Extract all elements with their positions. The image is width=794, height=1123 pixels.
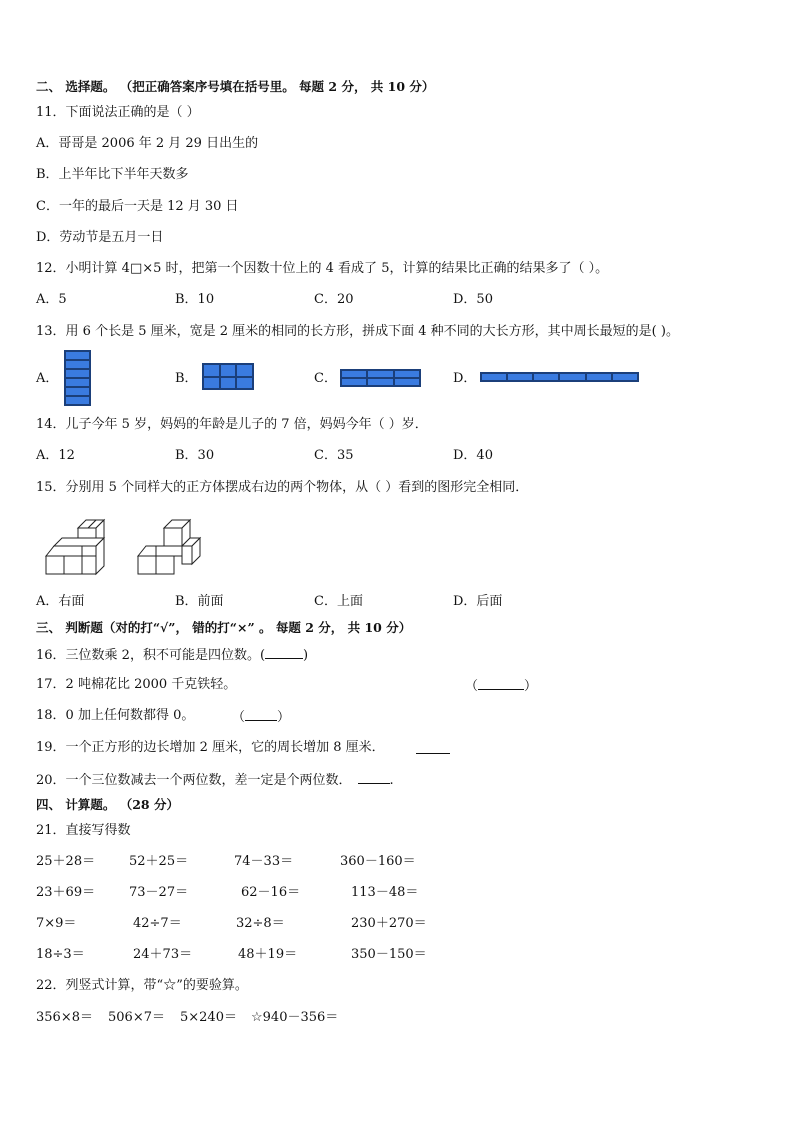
calc-item: 113－48＝	[351, 885, 419, 900]
question-18-close-paren: ）	[277, 710, 291, 725]
cube-stack-figure-right	[134, 515, 214, 577]
question-19-answer-blank[interactable]	[416, 741, 450, 754]
question-17-close-paren: ）	[524, 679, 538, 694]
question-18-open-paren: （	[232, 710, 246, 725]
cube-stack-figure-left	[40, 515, 120, 577]
question-14-option-b: B．30	[175, 448, 215, 463]
question-12-option-a: A．5	[36, 292, 67, 307]
question-13-option-c: C．	[314, 371, 337, 386]
calc-item: 32÷8＝	[236, 916, 285, 931]
question-14-option-a: A．12	[36, 448, 75, 463]
question-19-stem: 19．一个正方形的边长增加 2 厘米，它的周长增加 8 厘米．	[36, 740, 385, 755]
question-11-stem: 11．下面说法正确的是（ ）	[36, 105, 200, 120]
calc-item: 350－150＝	[351, 947, 427, 962]
calc-item: 7×9＝	[36, 916, 77, 931]
calc-item: 25＋28＝	[36, 854, 96, 869]
question-16-stem: 16．三位数乘 2，积不可能是四位数。(	[36, 648, 266, 663]
question-15-option-c: C．上面	[314, 594, 363, 609]
question-15-option-b: B．前面	[175, 594, 224, 609]
question-22-stem: 22．列竖式计算，带“☆”的要验算。	[36, 978, 248, 993]
question-16	[36, 646, 308, 664]
question-17-stem: 17．2 吨棉花比 2000 千克铁轻。	[36, 677, 237, 692]
question-11-option-d: D．劳动节是五月一日	[36, 230, 164, 245]
question-11-option-b: B．上半年比下半年天数多	[36, 167, 189, 182]
question-13-option-a: A．	[36, 371, 59, 386]
calc-item: 42÷7＝	[133, 916, 182, 931]
calc-item: 506×7＝	[108, 1010, 165, 1025]
question-13-option-b: B．	[175, 371, 198, 386]
question-18-answer	[232, 708, 290, 726]
question-14-stem: 14．儿子今年 5 岁，妈妈的年龄是儿子的 7 倍，妈妈今年（ ）岁．	[36, 417, 428, 432]
question-14-option-c: C．35	[314, 448, 354, 463]
section-2-heading: 二、 选择题。 （把正确答案序号填在括号里。 每题 2 分， 共 10 分）	[36, 79, 435, 94]
calc-item: 24＋73＝	[133, 947, 193, 962]
calc-item: 23＋69＝	[36, 885, 96, 900]
question-20	[36, 771, 394, 789]
question-15-stem: 15．分别用 5 个同样大的正方体摆成右边的两个物体，从（ ）看到的图形完全相同．	[36, 480, 529, 495]
question-12-option-c: C．20	[314, 292, 354, 307]
rectangle-d-figure	[480, 372, 639, 382]
question-18-stem: 18．0 加上任何数都得 0。	[36, 708, 195, 723]
calc-item: 360－160＝	[340, 854, 416, 869]
question-15-option-d: D．后面	[453, 594, 503, 609]
question-17-answer-blank[interactable]	[478, 677, 524, 690]
question-11-option-a: A．哥哥是 2006 年 2 月 29 日出生的	[36, 136, 259, 151]
rectangle-b-figure	[202, 363, 254, 390]
section-4-heading: 四、 计算题。 （28 分）	[36, 797, 179, 812]
rectangle-c-figure	[340, 369, 421, 387]
calc-item: 48＋19＝	[238, 947, 298, 962]
question-18-answer-blank[interactable]	[245, 708, 277, 721]
calc-item: ☆940－356＝	[251, 1010, 339, 1025]
question-17-open-paren: （	[465, 679, 479, 694]
question-21-stem: 21．直接写得数	[36, 823, 131, 838]
calc-item: 73－27＝	[129, 885, 189, 900]
question-14-option-d: D．40	[453, 448, 493, 463]
question-12-stem: 12．小明计算 4□×5 时，把第一个因数十位上的 4 看成了 5，计算的结果比正确的结果多了（ ）。	[36, 261, 609, 276]
question-16-answer-blank[interactable]	[265, 646, 303, 659]
question-15-option-a: A．右面	[36, 594, 85, 609]
question-12-option-b: B．10	[175, 292, 215, 307]
question-13-option-d: D．	[453, 371, 477, 386]
calc-item: 230＋270＝	[351, 916, 427, 931]
calc-item: 5×240＝	[180, 1010, 237, 1025]
calc-item: 18÷3＝	[36, 947, 85, 962]
question-20-end-mark: .	[389, 773, 394, 788]
calc-item: 356×8＝	[36, 1010, 93, 1025]
question-20-stem: 20．一个三位数减去一个两位数，差一定是个两位数．	[36, 773, 352, 788]
question-13-stem: 13．用 6 个长是 5 厘米，宽是 2 厘米的相同的长方形，拼成下面 4 种不同的大长方形，其中周长最短的是( )。	[36, 324, 679, 339]
question-20-answer-blank[interactable]	[358, 771, 390, 784]
question-17-answer	[465, 677, 537, 695]
calc-item: 62－16＝	[241, 885, 301, 900]
calc-item: 52＋25＝	[129, 854, 189, 869]
question-11-option-c: C．一年的最后一天是 12 月 30 日	[36, 199, 239, 214]
question-12-option-d: D．50	[453, 292, 493, 307]
question-16-close-paren: )	[303, 648, 309, 663]
section-3-heading: 三、 判断题（对的打“√”， 错的打“×” 。 每题 2 分， 共 10 分）	[36, 620, 412, 635]
calc-item: 74－33＝	[234, 854, 294, 869]
rectangle-a-figure	[64, 350, 91, 406]
